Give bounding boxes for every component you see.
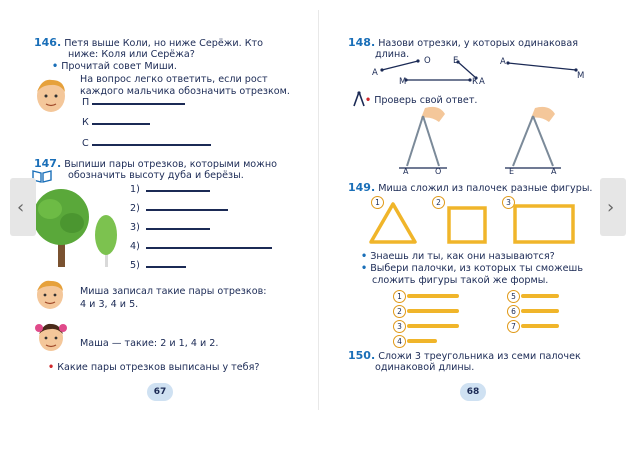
pair-label-2: 2) <box>130 203 140 214</box>
task-146-line2: ниже: Коля или Серёжа? <box>68 49 195 60</box>
compass-illustration <box>387 104 597 176</box>
stick-number-5: 5 <box>507 290 520 303</box>
point-label: О <box>424 56 431 66</box>
task-150-number: 150. <box>348 349 376 362</box>
task-146-text-3: Прочитай совет Миши. <box>61 61 177 72</box>
misha-line2: 4 и 3, 4 и 5. <box>80 299 139 310</box>
stick-2 <box>407 309 459 313</box>
point-label: А <box>372 68 378 78</box>
segment-label-s: С <box>82 138 89 149</box>
q2-line2: сложить фигуры такой же формы. <box>372 275 549 286</box>
task-148-line2: длина. <box>375 49 410 60</box>
task-146-number: 146. <box>34 36 62 49</box>
segment-3 <box>146 228 210 230</box>
shape-number-2: 2 <box>432 196 445 209</box>
segment-k <box>92 123 150 125</box>
stick-6 <box>521 309 559 313</box>
compass-label: А <box>551 167 557 176</box>
task-147-line2: обозначить высоту дуба и берёзы. <box>68 170 244 181</box>
pair-label-3: 3) <box>130 222 140 233</box>
pair-label-4: 4) <box>130 241 140 252</box>
bullet: • <box>52 61 59 72</box>
masha-avatar <box>34 320 68 354</box>
task-150-line2: одинаковой длины. <box>375 362 475 373</box>
task-146-line3 <box>52 61 177 73</box>
compass-label: О <box>435 167 442 176</box>
stick-number-7: 7 <box>507 320 520 333</box>
segment-5 <box>146 266 186 268</box>
tip-146-line1: На вопрос легко ответить, если рост <box>80 74 268 85</box>
right-page <box>319 0 638 452</box>
misha-line1: Миша записал такие пары отрезков: <box>80 286 267 297</box>
q1-line <box>361 251 555 263</box>
segment-4 <box>146 247 272 249</box>
trees-illustration <box>30 187 125 269</box>
check-text: Проверь свой ответ. <box>374 95 478 106</box>
segment-1 <box>146 190 210 192</box>
bullet: • <box>365 95 372 106</box>
point-label: Е <box>453 56 459 66</box>
stick-number-6: 6 <box>507 305 520 318</box>
point-label: А <box>500 57 506 67</box>
compass-label: А <box>403 167 409 176</box>
stick-4 <box>407 339 437 343</box>
bullet: • <box>361 251 368 262</box>
stick-3 <box>407 324 459 328</box>
task-149-text: Миша сложил из палочек разные фигуры. <box>378 183 593 194</box>
point-label: К <box>472 77 479 87</box>
segment-label-p: П <box>82 97 90 108</box>
misha-avatar <box>34 277 66 311</box>
masha-line1: Маша — такие: 2 и 1, 4 и 2. <box>80 338 219 349</box>
segment-2 <box>146 209 228 211</box>
question-line <box>48 362 259 374</box>
task-148-text-1: Назови отрезки, у которых одинаковая <box>378 38 578 49</box>
stick-number-3: 3 <box>393 320 406 333</box>
task-148-number: 148. <box>348 36 376 49</box>
boy-avatar <box>34 76 68 116</box>
shape-number-1: 1 <box>371 196 384 209</box>
compass-label: Е <box>509 167 515 176</box>
bullet: • <box>361 263 368 274</box>
shape-number-3: 3 <box>502 196 515 209</box>
pair-label-1: 1) <box>130 184 140 195</box>
task-149-number: 149. <box>348 181 376 194</box>
stick-5 <box>521 294 559 298</box>
compass-icon <box>352 91 366 107</box>
stick-number-2: 2 <box>393 305 406 318</box>
pair-label-5: 5) <box>130 260 140 271</box>
stick-number-1: 1 <box>393 290 406 303</box>
stick-1 <box>407 294 459 298</box>
next-page-button[interactable] <box>600 178 626 236</box>
question-text: Какие пары отрезков выписаны у тебя? <box>57 362 260 373</box>
segment-p <box>92 103 185 105</box>
left-page <box>0 0 318 452</box>
q1-text: Знаешь ли ты, как они называются? <box>370 251 555 262</box>
segment-s <box>92 144 211 146</box>
task-150-text-1: Сложи 3 треугольника из семи палочек <box>378 351 581 362</box>
segment-label-k: К <box>82 117 89 128</box>
bullet: • <box>48 362 55 373</box>
point-label: М <box>577 71 585 81</box>
q2-line1 <box>361 263 583 275</box>
point-label: М <box>399 77 407 87</box>
chevron-left-icon: ‹ <box>17 197 25 218</box>
task-147-number: 147. <box>34 157 62 170</box>
page-number-left: 67 <box>147 383 173 401</box>
point-label: А <box>479 77 485 87</box>
task-146-text-1: Петя выше Коли, но ниже Серёжи. Кто <box>64 38 263 49</box>
task-147-text-1: Выпиши пары отрезков, которыми можно <box>64 159 277 170</box>
chevron-right-icon: › <box>607 197 615 218</box>
q2-text-1: Выбери палочки, из которых ты сможешь <box>370 263 583 274</box>
tip-146-line2: каждого мальчика обозначить отрезком. <box>80 86 290 97</box>
stick-number-4: 4 <box>393 335 406 348</box>
stick-7 <box>521 324 559 328</box>
stick-shapes <box>367 198 597 248</box>
prev-page-button[interactable] <box>10 178 36 236</box>
task-149-line <box>348 182 592 195</box>
page-number-right: 68 <box>460 383 486 401</box>
